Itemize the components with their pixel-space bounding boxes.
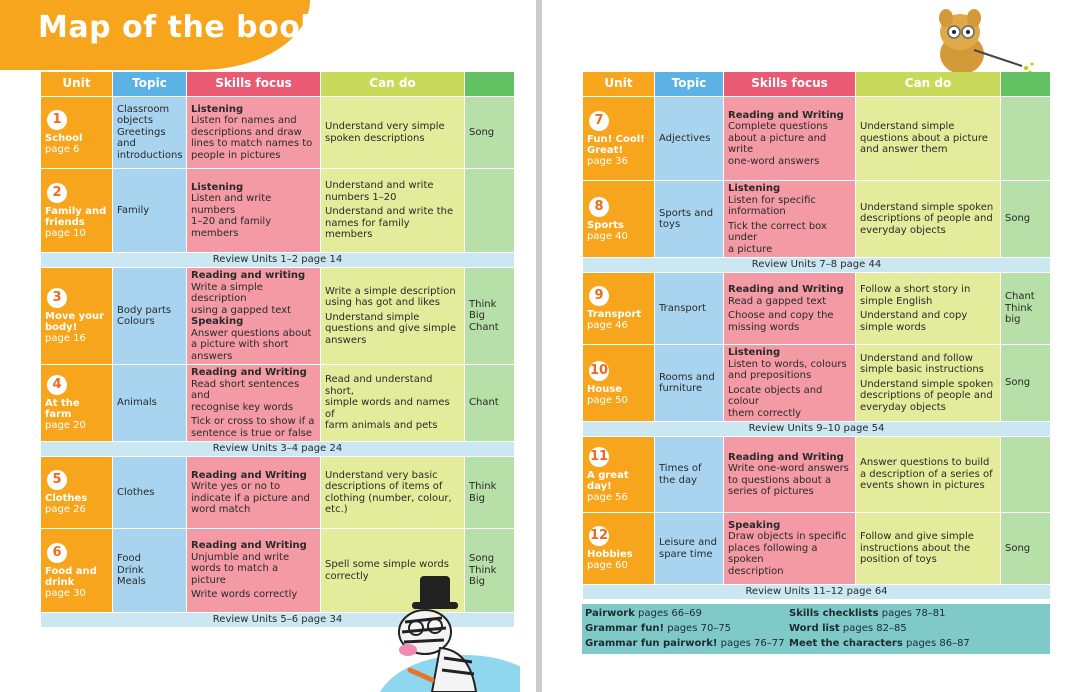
review-row [41,253,515,268]
unit-name: A great day! [587,469,629,492]
skill-line: one-word answers [728,155,820,167]
can-do-cell [856,97,1001,181]
extra-cell [1001,345,1051,422]
unit-page: page 56 [587,491,628,503]
can-do-line: Write a simple description [325,285,456,297]
skill-line: indicate if a picture and [191,492,310,504]
can-do-line: questions about a picture [860,132,988,144]
topic-cell [113,169,187,253]
unit-number: 12 [589,526,609,546]
can-do-line: simple words and names of [325,397,450,420]
unit-cell [41,169,113,253]
skill-line: Complete questions [728,121,828,133]
extra-line: big [1005,314,1021,326]
can-do-line: position of toys [860,554,937,566]
unit-page: page 46 [587,320,628,331]
skill-line: people in pictures [191,149,281,161]
extra-cell [465,457,515,529]
can-do-line: descriptions of people and [860,390,993,402]
extras-item: Word list pages 82–85 [789,623,907,634]
topic-cell [655,181,724,258]
right-page [542,0,1080,692]
topic-line: Meals [117,576,146,588]
skill-line: to questions about a [728,474,831,486]
skill-label: Listening [728,183,781,194]
extra-cell [1001,437,1051,513]
skill-line: Write one-word answers [728,463,849,474]
unit-number: 8 [589,197,609,217]
unit-name: Family and [45,205,107,217]
can-do-cell [321,97,465,169]
extras-item: Skills checklists pages 78–81 [789,608,946,619]
skill-line: Draw objects in specific [728,531,847,543]
extra-cell [465,97,515,169]
topic-line: the day [659,474,697,486]
skill-line: answers [191,350,233,362]
unit-cell [583,273,655,345]
unit-number: 5 [47,470,67,490]
skills-cell [187,529,321,613]
skill-label: Listening [191,103,244,115]
unit-number: 2 [47,183,67,203]
skill-line: recognise key words [191,401,294,413]
can-do-line: Understand and copy [860,310,968,321]
skill-line: Choose and copy the [728,310,834,321]
unit-number: 4 [47,375,67,395]
topic-line: Family [117,204,150,216]
extra-line: Chant [469,321,499,333]
skill-label: Reading and Writing [728,451,844,463]
skill-line: descriptions and draw [191,126,302,138]
unit-number: 6 [47,543,67,563]
unit-name: Sports [587,219,624,231]
extra-line: Song [1005,542,1031,554]
can-do-line: clothing (number, colour, [325,492,452,504]
unit-page: page 6 [45,144,80,155]
extra-cell [1001,273,1051,345]
skill-line: Read short sentences and [191,378,300,401]
extra-line: Song [469,126,495,138]
unit-cell [583,97,655,181]
extras-item: Meet the characters pages 86–87 [789,638,970,649]
topic-line: Transport [659,302,706,314]
skills-cell [724,181,856,258]
unit-page: page 26 [45,504,86,515]
can-do-cell [856,181,1001,258]
can-do-line: a description of a series of [860,468,993,480]
unit-row [41,365,515,442]
unit-cell [41,268,113,365]
extra-line: Chant [469,397,499,409]
unit-cell [583,437,655,513]
unit-name: drink [45,576,75,588]
unit-page: page 30 [45,587,86,599]
skill-label: Reading and Writing [191,540,307,552]
unit-page: page 36 [587,155,628,167]
page-title: Map of the book [38,10,321,45]
unit-page: page 40 [587,230,628,242]
can-do-cell [856,345,1001,422]
left-page [0,0,536,692]
header-skills: Skills focus [724,72,856,97]
can-do-line: instructions about the [860,542,971,554]
extra-cell [465,268,515,365]
skill-label: Listening [191,181,244,193]
unit-cell [41,97,113,169]
skill-label: Speaking [728,519,781,531]
topic-line: toys [659,219,681,230]
extra-line: Think [1005,302,1033,314]
review-label: Review Units 9–10 page 54 [583,422,1051,437]
skill-label: Reading and Writing [191,367,307,378]
unit-number: 11 [589,447,609,467]
skill-line: Answer questions about [191,327,312,339]
can-do-cell [321,365,465,442]
map-table-left [40,71,515,628]
header-can-do: Can do [321,72,465,97]
skill-line: using a gapped text [191,304,292,316]
skills-cell [724,437,856,513]
skill-line: places following a spoken [728,542,818,566]
skill-line: Listen and write numbers [191,193,272,216]
can-do-line: events shown in pictures [860,480,985,492]
extra-cell [1001,513,1051,585]
unit-name: School [45,133,83,144]
extra-cell [1001,181,1051,258]
can-do-line: Understand simple [860,121,955,133]
extra-line: Big [469,576,485,588]
unit-number: 7 [589,111,609,131]
skill-line: words to match a picture [191,563,279,586]
skill-label: Reading and Writing [728,109,844,121]
unit-name: Move your [45,311,105,322]
topic-cell [113,268,187,365]
can-do-line: and answer them [860,144,948,156]
header-topic: Topic [655,72,724,97]
can-do-line: Spell some simple words [325,559,449,570]
skills-cell [187,365,321,442]
unit-row [583,345,1051,422]
topic-cell [113,457,187,529]
can-do-line: numbers 1–20 [325,191,397,203]
unit-number: 3 [47,288,67,308]
unit-page: page 10 [45,227,86,239]
unit-row [41,97,515,169]
topic-line: Body parts [117,304,172,316]
extra-line: Think [469,481,497,492]
topic-cell [113,365,187,442]
unit-name: friends [45,216,85,228]
hamster-character-illustration [922,6,1042,72]
skills-cell [187,268,321,365]
topic-cell [655,97,724,181]
topic-line: Food [117,553,141,565]
skill-line: description [728,565,784,577]
unit-name: Food and [45,565,97,577]
unit-row [583,513,1051,585]
can-do-line: Understand simple spoken [860,378,994,390]
extra-line: Big [469,492,485,504]
skill-line: and prepositions [728,370,812,381]
can-do-line: Understand and write [325,180,434,192]
topic-line: Leisure and [659,537,717,548]
unit-row [583,97,1051,181]
skills-cell [187,457,321,529]
extras-item: Grammar fun! pages 70–75 [585,623,732,634]
can-do-line: spoken descriptions [325,132,425,144]
header-can-do: Can do [856,72,1001,97]
can-do-cell [321,268,465,365]
unit-row [583,273,1051,345]
skill-line: lines to match names to [191,138,313,150]
review-label: Review Units 11–12 page 64 [583,585,1051,600]
topic-cell [655,513,724,585]
topic-line: spare time [659,548,713,560]
topic-line: furniture [659,383,703,394]
topic-line: Colours [117,316,155,327]
unit-page: page 50 [587,394,628,406]
can-do-cell [856,437,1001,513]
skill-line: about a picture and write [728,132,827,156]
skill-line: 1–20 and family members [191,216,272,239]
can-do-line: etc.) [325,504,348,515]
skills-cell [724,97,856,181]
can-do-line: using has got and likes [325,297,440,309]
unit-page: page 60 [587,560,628,571]
can-do-line: farm animals and pets [325,420,438,432]
skill-line: Listen to words, colours [728,358,847,370]
extra-line: Think [469,564,497,576]
can-do-line: Read and understand short, [325,374,433,397]
skill-line: Listen for names and [191,115,297,127]
extra-cell [1001,97,1051,181]
can-do-line: simple basic instructions [860,364,984,376]
unit-row [583,437,1051,513]
extra-line: Big [469,310,485,322]
extra-cell [465,365,515,442]
skill-line: series of pictures [728,486,814,497]
skills-cell [187,97,321,169]
can-do-line: descriptions of people and [860,213,993,225]
topic-line: and [117,138,136,150]
unit-row [41,457,515,529]
unit-cell [41,457,113,529]
extras-index-box [582,604,1050,654]
header-unit: Unit [583,72,655,97]
extras-item: Grammar fun pairwork! pages 76–77 [585,638,785,649]
unit-name: Fun! Cool! [587,133,645,145]
topic-line: Adjectives [659,132,711,144]
skill-line: Write words correctly [191,589,298,601]
can-do-line: simple words [860,321,926,333]
header-skills: Skills focus [187,72,321,97]
unit-cell [41,529,113,613]
topic-cell [113,529,187,613]
topic-line: Rooms and [659,371,715,383]
unit-row [41,169,515,253]
topic-line: Drink [117,564,144,576]
can-do-cell [856,513,1001,585]
topic-cell [655,273,724,345]
extras-item: Pairwork pages 66–69 [585,608,702,619]
unit-name: At the farm [45,398,80,420]
can-do-line: Answer questions to build [860,457,990,469]
unit-page: page 16 [45,333,86,344]
table-header-row [583,72,1051,97]
topic-line: objects [117,115,154,127]
topic-line: Sports and [659,207,714,219]
can-do-line: Follow a short story in [860,284,971,295]
unit-name: body! [45,322,78,333]
skills-cell [187,169,321,253]
skill-line: Tick the correct box under [728,220,827,243]
review-label: Review Units 1–2 page 14 [41,253,515,268]
skills-cell [724,345,856,422]
skill-line: Write a simple description [191,281,263,304]
header-unit: Unit [41,72,113,97]
skill-line: Listen for specific [728,194,816,206]
skills-cell [724,273,856,345]
unit-page: page 20 [45,420,86,431]
can-do-line: Understand very simple [325,121,445,132]
can-do-line: Understand simple [325,311,420,323]
skill-line: word match [191,504,251,515]
skill-line: Write yes or no to [191,481,281,492]
unit-name: Hobbies [587,549,633,560]
review-row [583,585,1051,600]
can-do-line: Understand and follow [860,352,973,364]
unit-number: 9 [589,286,609,306]
can-do-line: simple English [860,295,933,307]
review-label: Review Units 5–6 page 34 [41,613,515,628]
unit-cell [41,365,113,442]
skill-label: Reading and writing [191,270,306,281]
review-row [41,442,515,457]
can-do-line: Understand and write the [325,206,454,218]
unit-number: 10 [589,361,609,381]
can-do-line: answers [325,334,367,346]
extra-cell [465,169,515,253]
can-do-line: names for family members [325,217,410,241]
extra-line: Song [469,553,495,565]
topic-cell [655,345,724,422]
topic-cell [113,97,187,169]
skill-label: Listening [728,347,781,358]
extra-line: Think [469,298,497,310]
extra-line: Song [1005,377,1031,389]
topic-line: Animals [117,397,157,409]
skill-line: a picture [728,243,773,255]
table-header-row [41,72,515,97]
can-do-line: everyday objects [860,401,946,413]
unit-cell [583,513,655,585]
unit-row [41,268,515,365]
review-label: Review Units 3–4 page 24 [41,442,515,457]
skill-line: Locate objects and colour [728,384,823,407]
topic-line: Clothes [117,486,155,498]
skill-label: Speaking [191,316,244,327]
topic-cell [655,437,724,513]
topic-line: Greetings [117,126,166,138]
skill-line: sentence is true or false [191,427,313,439]
can-do-line: everyday objects [860,224,946,236]
skill-line: Tick or cross to show if a [191,416,315,427]
unit-name: Transport [587,309,642,320]
topic-line: Times of [659,463,702,474]
skill-line: Unjumble and write [191,551,290,563]
skill-line: information [728,206,786,217]
topic-line: Classroom [117,103,170,115]
unit-cell [583,345,655,422]
unit-name: Clothes [45,493,88,504]
unit-number: 1 [47,110,67,130]
can-do-cell [856,273,1001,345]
header-topic: Topic [113,72,187,97]
unit-cell [583,181,655,258]
zebra-character-illustration [380,570,520,692]
skill-line: them correctly [728,407,802,419]
can-do-line: Understand simple spoken [860,201,994,213]
skill-line: a picture with short [191,339,289,350]
review-row [583,258,1051,273]
review-label: Review Units 7–8 page 44 [583,258,1051,273]
can-do-line: descriptions of items of [325,481,443,492]
skill-line: missing words [728,321,800,333]
can-do-line: correctly [325,570,369,582]
can-do-line: Understand very basic [325,469,438,481]
skill-label: Reading and Writing [728,284,844,295]
review-row [583,422,1051,437]
skills-cell [724,513,856,585]
header-extra [465,72,515,97]
skill-label: Reading and Writing [191,469,307,481]
skill-line: Read a gapped text [728,295,827,307]
extra-line: Chant [1005,291,1035,303]
header-extra [1001,72,1051,97]
unit-name: House [587,383,623,395]
unit-row [583,181,1051,258]
can-do-cell [321,169,465,253]
can-do-line: questions and give simple [325,323,456,335]
can-do-cell [321,457,465,529]
topic-line: introductions [117,149,183,161]
can-do-line: Follow and give simple [860,531,974,543]
unit-name: Great! [587,144,624,156]
map-table-right [582,71,1051,600]
extra-line: Song [1005,213,1031,225]
